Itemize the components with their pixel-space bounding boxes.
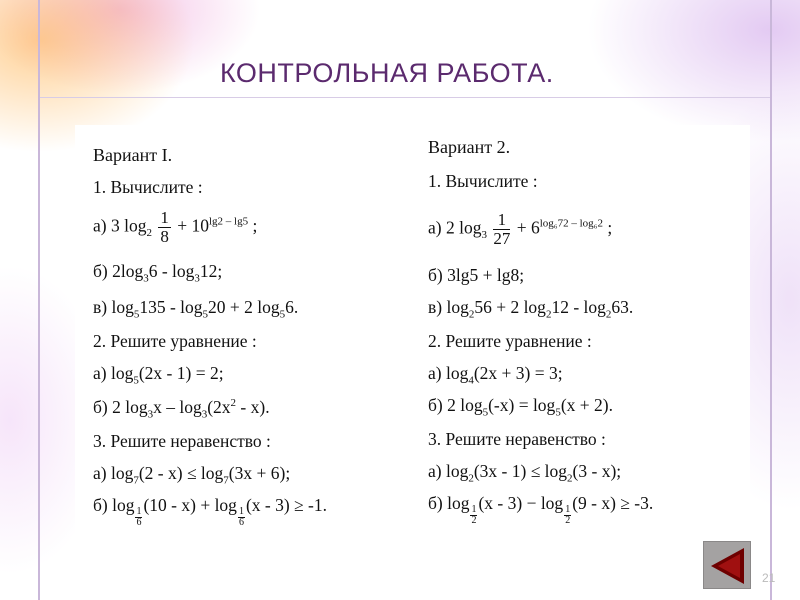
variant-2-item-3a: а) $\log_2(3x - 1) \le \log_2(3 - x)$; (428, 461, 622, 485)
subscript-fraction: $\frac{1}{6}$ (238, 506, 244, 528)
subscript-fraction: $\frac{1}{2}$ (565, 504, 571, 526)
variant-1-item-2b: б) 2 $\log_3x - \log_3(2x^2 - x)$. (93, 397, 270, 421)
variant-2-item-2a: а) $\log_4(2x + 3) = 3$; (428, 363, 563, 387)
variant-2-task-2: 2. Решите уравнение : (428, 331, 592, 351)
variant-2-item-2b: б) 2 $\log_5(-x) = \log_5(x + 2)$. (428, 395, 613, 419)
variant-2-item-3b: б) log $\frac{1}{2}$ (x - 3) − log $\frac{1}{2}$ (9 - x) ≥ -3. (428, 493, 654, 526)
back-arrow-icon (704, 542, 752, 590)
fraction: $\frac{1}{27}$ (493, 210, 511, 248)
variant-1-item-3b: б) log $\frac{1}{6}$ (10 - x) + log $\frac{1}{6}$ (x - 3) ≥ -1. (93, 495, 327, 528)
subscript-fraction: $\frac{1}{6}$ (136, 506, 142, 528)
frame-left-line (38, 0, 40, 600)
variant-2-item-1a: а) 2 $\log_3$ $\frac{1}{27}$ + $6^{log_672 - log_62}$ ; (428, 210, 613, 248)
variant-2-task-3: 3. Решите неравенство : (428, 429, 606, 449)
variant-1-item-2a: а) $\log_5(2x - 1) = 2$; (93, 363, 224, 387)
title-underline (40, 97, 770, 98)
page-number: 21 (762, 571, 776, 585)
variant-1-item-1a: а) 3 $\log_2$ $\frac{1}{8}$ + $10^{lg2 - lg5}$ ; (93, 208, 258, 246)
slide-title: КОНТРОЛЬНАЯ РАБОТА. (220, 58, 554, 88)
variant-2-item-1b: б) 3lg5 + lg8; (428, 265, 525, 285)
variant-1-task-1: 1. Вычислите : (93, 177, 203, 197)
variant-1-item-3a: а) $\log_7(2 - x) \le \log_7(3x + 6)$; (93, 463, 291, 487)
content-panel (75, 125, 750, 565)
fraction: $\frac{1}{8}$ (160, 208, 169, 246)
variant-1-item-1b: б) $2\log_36 - \log_312$; (93, 261, 223, 285)
variant-1-task-2: 2. Решите уравнение : (93, 331, 257, 351)
variant-1-item-1v: в) $\log_5135 - \log_520 + 2$ $\log_56$. (93, 297, 299, 321)
variant-2-item-1v: в) $\log_256 + 2$ $\log_212 - \log_263$. (428, 297, 634, 321)
variant-2-heading: Вариант 2. (428, 137, 511, 157)
variant-1-task-3: 3. Решите неравенство : (93, 431, 271, 451)
back-button[interactable] (703, 541, 751, 589)
subscript-fraction: $\frac{1}{2}$ (471, 504, 477, 526)
variant-1-heading: Вариант I. (93, 145, 173, 165)
variant-2-task-1: 1. Вычислите : (428, 171, 538, 191)
frame-right-line (770, 0, 772, 600)
